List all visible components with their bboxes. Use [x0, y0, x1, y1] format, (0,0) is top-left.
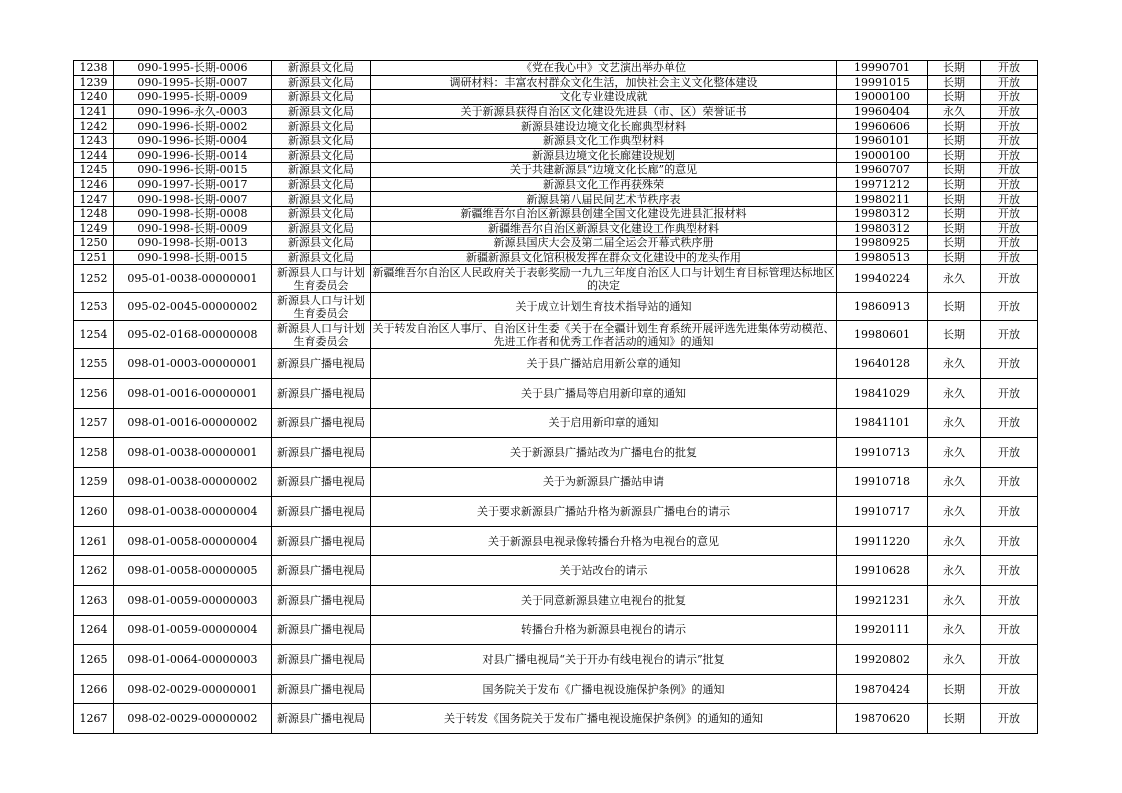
- retention-cell: 长期: [928, 704, 981, 734]
- access-cell: 开放: [981, 704, 1038, 734]
- unit-cell: 新源县广播电视局: [272, 586, 371, 616]
- access-cell: 开放: [981, 221, 1038, 236]
- row-number-cell: 1256: [74, 378, 114, 408]
- unit-cell: 新源县人口与计划生育委员会: [272, 265, 371, 293]
- title-cell: 关于启用新印章的通知: [371, 408, 837, 438]
- retention-cell: 长期: [928, 250, 981, 265]
- date-cell: 19960707: [837, 163, 928, 178]
- retention-cell: 永久: [928, 378, 981, 408]
- date-cell: 19980211: [837, 192, 928, 207]
- table-body: [74, 61, 1038, 734]
- access-cell: 开放: [981, 104, 1038, 119]
- row-number-cell: 1260: [74, 497, 114, 527]
- table-row: [74, 221, 1038, 236]
- retention-cell: 长期: [928, 293, 981, 321]
- table-row: [74, 236, 1038, 251]
- unit-cell: 新源县文化局: [272, 61, 371, 76]
- row-number-cell: 1252: [74, 265, 114, 293]
- unit-cell: 新源县文化局: [272, 90, 371, 105]
- retention-cell: 长期: [928, 133, 981, 148]
- access-cell: 开放: [981, 674, 1038, 704]
- row-number-cell: 1239: [74, 75, 114, 90]
- table-row: [74, 645, 1038, 675]
- unit-cell: 新源县广播电视局: [272, 378, 371, 408]
- access-cell: 开放: [981, 378, 1038, 408]
- title-cell: 关于新源县广播站改为广播电台的批复: [371, 438, 837, 468]
- table-row: [74, 586, 1038, 616]
- row-number-cell: 1241: [74, 104, 114, 119]
- unit-cell: 新源县文化局: [272, 104, 371, 119]
- row-number-cell: 1257: [74, 408, 114, 438]
- unit-cell: 新源县广播电视局: [272, 674, 371, 704]
- date-cell: 19971212: [837, 177, 928, 192]
- title-cell: 《党在我心中》文艺演出举办单位: [371, 61, 837, 76]
- table-row: [74, 206, 1038, 221]
- row-number-cell: 1248: [74, 206, 114, 221]
- date-cell: 19980925: [837, 236, 928, 251]
- date-cell: 19940224: [837, 265, 928, 293]
- unit-cell: 新源县文化局: [272, 177, 371, 192]
- title-cell: 对县广播电视局“关于开办有线电视台的请示”批复: [371, 645, 837, 675]
- title-cell: 关于转发自治区人事厅、自治区计生委《关于在全疆计划生育系统开展评选先进集体劳动模范、先进工作者和优秀工作者活动的通知》的通知: [372, 321, 835, 348]
- archive-code-cell: 090-1996-长期-0015: [114, 163, 272, 178]
- access-cell: 开放: [981, 177, 1038, 192]
- row-number-cell: 1264: [74, 615, 114, 645]
- retention-cell: 永久: [928, 467, 981, 497]
- row-number-cell: 1258: [74, 438, 114, 468]
- access-cell: 开放: [981, 497, 1038, 527]
- access-cell: 开放: [981, 265, 1038, 293]
- unit-cell: 新源县广播电视局: [272, 438, 371, 468]
- row-number-cell: 1238: [74, 61, 114, 76]
- access-cell: 开放: [981, 133, 1038, 148]
- title-cell: 新源县国庆大会及第二届全运会开幕式秩序册: [371, 236, 837, 251]
- unit-cell: 新源县文化局: [272, 250, 371, 265]
- retention-cell: 永久: [928, 438, 981, 468]
- unit-cell: 新源县文化局: [272, 75, 371, 90]
- retention-cell: 永久: [928, 615, 981, 645]
- row-number-cell: 1250: [74, 236, 114, 251]
- table-row: [74, 438, 1038, 468]
- archive-code-cell: 098-01-0058-00000004: [114, 526, 272, 556]
- title-cell: 关于共建新源县“边境文化长廊”的意见: [371, 163, 837, 178]
- row-number-cell: 1242: [74, 119, 114, 134]
- title-cell: 调研材料：丰富农村群众文化生活，加快社会主义文化整体建设: [371, 75, 837, 90]
- retention-cell: 永久: [928, 265, 981, 293]
- retention-cell: 长期: [928, 61, 981, 76]
- table-row: [74, 378, 1038, 408]
- title-cell: 关于县广播站启用新公章的通知: [371, 349, 837, 379]
- unit-cell: 新源县广播电视局: [272, 497, 371, 527]
- date-cell: 19841101: [837, 408, 928, 438]
- table-row: [74, 674, 1038, 704]
- access-cell: 开放: [981, 408, 1038, 438]
- table-row: [74, 615, 1038, 645]
- unit-cell: 新源县人口与计划生育委员会: [272, 293, 371, 321]
- table-row: [74, 119, 1038, 134]
- date-cell: 19841029: [837, 378, 928, 408]
- archive-code-cell: 090-1998-长期-0008: [114, 206, 272, 221]
- title-cell: 新疆维吾尔自治区人民政府关于表彰奖励一九九三年度自治区人口与计划生育目标管理达标地区的决定: [372, 265, 835, 292]
- row-number-cell: 1263: [74, 586, 114, 616]
- title-cell: 关于要求新源县广播站升格为新源县广播电台的请示: [371, 497, 837, 527]
- row-number-cell: 1249: [74, 221, 114, 236]
- table-row: [74, 90, 1038, 105]
- access-cell: 开放: [981, 556, 1038, 586]
- title-cell: 新疆维吾尔自治区新源县创建全国文化建设先进县汇报材料: [371, 206, 837, 221]
- unit-cell: 新源县文化局: [272, 206, 371, 221]
- title-cell: 关于同意新源县建立电视台的批复: [371, 586, 837, 616]
- table-row: [74, 704, 1038, 734]
- archive-code-cell: 098-02-0029-00000001: [114, 674, 272, 704]
- access-cell: 开放: [981, 250, 1038, 265]
- archive-code-cell: 098-01-0059-00000003: [114, 586, 272, 616]
- archive-code-cell: 090-1998-长期-0009: [114, 221, 272, 236]
- access-cell: 开放: [981, 321, 1038, 349]
- row-number-cell: 1244: [74, 148, 114, 163]
- retention-cell: 永久: [928, 497, 981, 527]
- table-row: [74, 265, 1038, 293]
- row-number-cell: 1247: [74, 192, 114, 207]
- row-number-cell: 1254: [74, 321, 114, 349]
- access-cell: 开放: [981, 615, 1038, 645]
- table-row: [74, 556, 1038, 586]
- unit-cell: 新源县文化局: [272, 221, 371, 236]
- archive-code-cell: 090-1997-长期-0017: [114, 177, 272, 192]
- table-row: [74, 408, 1038, 438]
- retention-cell: 永久: [928, 556, 981, 586]
- date-cell: 19980601: [837, 321, 928, 349]
- row-number-cell: 1261: [74, 526, 114, 556]
- archive-code-cell: 090-1998-长期-0007: [114, 192, 272, 207]
- archive-code-cell: 098-01-0038-00000001: [114, 438, 272, 468]
- title-cell: 新源县边境文化长廊建设规划: [371, 148, 837, 163]
- unit-cell: 新源县文化局: [272, 163, 371, 178]
- archive-code-cell: 090-1998-长期-0015: [114, 250, 272, 265]
- archive-code-cell: 090-1995-长期-0006: [114, 61, 272, 76]
- retention-cell: 永久: [928, 408, 981, 438]
- date-cell: 19920111: [837, 615, 928, 645]
- row-number-cell: 1240: [74, 90, 114, 105]
- archive-code-cell: 090-1996-长期-0014: [114, 148, 272, 163]
- date-cell: 19960101: [837, 133, 928, 148]
- date-cell: 19910628: [837, 556, 928, 586]
- date-cell: 19870620: [837, 704, 928, 734]
- archive-code-cell: 098-01-0058-00000005: [114, 556, 272, 586]
- table-row: [74, 192, 1038, 207]
- access-cell: 开放: [981, 148, 1038, 163]
- retention-cell: 长期: [928, 674, 981, 704]
- date-cell: 19960606: [837, 119, 928, 134]
- retention-cell: 长期: [928, 192, 981, 207]
- retention-cell: 长期: [928, 163, 981, 178]
- date-cell: 19640128: [837, 349, 928, 379]
- access-cell: 开放: [981, 293, 1038, 321]
- unit-cell: 新源县文化局: [272, 192, 371, 207]
- access-cell: 开放: [981, 192, 1038, 207]
- archive-code-cell: 090-1996-长期-0004: [114, 133, 272, 148]
- access-cell: 开放: [981, 586, 1038, 616]
- archive-code-cell: 090-1996-长期-0002: [114, 119, 272, 134]
- title-cell: 新疆新源县文化馆积极发挥在群众文化建设中的龙头作用: [371, 250, 837, 265]
- unit-cell: 新源县广播电视局: [272, 615, 371, 645]
- retention-cell: 永久: [928, 349, 981, 379]
- date-cell: 19860913: [837, 293, 928, 321]
- title-cell: 关于站改台的请示: [371, 556, 837, 586]
- title-cell: 新源县第八届民间艺术节秩序表: [371, 192, 837, 207]
- title-cell: 新源县文化工作典型材料: [371, 133, 837, 148]
- archive-code-cell: 090-1998-长期-0013: [114, 236, 272, 251]
- title-cell: 关于转发《国务院关于发布广播电视设施保护条例》的通知的通知: [371, 704, 837, 734]
- title-cell: 关于为新源县广播站申请: [371, 467, 837, 497]
- access-cell: 开放: [981, 163, 1038, 178]
- title-cell: 转播台升格为新源县电视台的请示: [371, 615, 837, 645]
- unit-cell: 新源县广播电视局: [272, 467, 371, 497]
- archive-catalog-table: [73, 60, 1038, 734]
- retention-cell: 长期: [928, 236, 981, 251]
- retention-cell: 长期: [928, 90, 981, 105]
- unit-cell: 新源县广播电视局: [272, 704, 371, 734]
- archive-code-cell: 095-02-0045-00000002: [114, 293, 272, 321]
- title-cell: 关于县广播局等启用新印章的通知: [371, 378, 837, 408]
- table-row: [74, 349, 1038, 379]
- access-cell: 开放: [981, 206, 1038, 221]
- title-cell: 新源县文化工作再获殊荣: [371, 177, 837, 192]
- unit-cell: 新源县文化局: [272, 148, 371, 163]
- retention-cell: 长期: [928, 177, 981, 192]
- date-cell: 19911220: [837, 526, 928, 556]
- row-number-cell: 1259: [74, 467, 114, 497]
- date-cell: 19990701: [837, 61, 928, 76]
- date-cell: 19980312: [837, 221, 928, 236]
- archive-code-cell: 095-01-0038-00000001: [114, 265, 272, 293]
- access-cell: 开放: [981, 119, 1038, 134]
- archive-code-cell: 098-01-0064-00000003: [114, 645, 272, 675]
- archive-code-cell: 090-1995-长期-0009: [114, 90, 272, 105]
- table-row: [74, 321, 1038, 349]
- date-cell: 19000100: [837, 90, 928, 105]
- retention-cell: 永久: [928, 104, 981, 119]
- table-row: [74, 148, 1038, 163]
- access-cell: 开放: [981, 438, 1038, 468]
- row-number-cell: 1253: [74, 293, 114, 321]
- archive-code-cell: 098-01-0016-00000001: [114, 378, 272, 408]
- table-row: [74, 75, 1038, 90]
- access-cell: 开放: [981, 61, 1038, 76]
- title-cell: 关于新源县获得自治区文化建设先进县（市、区）荣誉证书: [371, 104, 837, 119]
- table-row: [74, 163, 1038, 178]
- access-cell: 开放: [981, 526, 1038, 556]
- unit-cell: 新源县广播电视局: [272, 526, 371, 556]
- access-cell: 开放: [981, 236, 1038, 251]
- retention-cell: 长期: [928, 119, 981, 134]
- unit-cell: 新源县广播电视局: [272, 408, 371, 438]
- title-cell: 新疆维吾尔自治区新源县文化建设工作典型材料: [371, 221, 837, 236]
- date-cell: 19910717: [837, 497, 928, 527]
- table-row: [74, 104, 1038, 119]
- row-number-cell: 1265: [74, 645, 114, 675]
- retention-cell: 永久: [928, 586, 981, 616]
- date-cell: 19910713: [837, 438, 928, 468]
- archive-code-cell: 095-02-0168-00000008: [114, 321, 272, 349]
- date-cell: 19000100: [837, 148, 928, 163]
- access-cell: 开放: [981, 90, 1038, 105]
- retention-cell: 永久: [928, 645, 981, 675]
- retention-cell: 长期: [928, 148, 981, 163]
- row-number-cell: 1255: [74, 349, 114, 379]
- row-number-cell: 1245: [74, 163, 114, 178]
- unit-cell: 新源县文化局: [272, 119, 371, 134]
- date-cell: 19991015: [837, 75, 928, 90]
- archive-code-cell: 098-01-0059-00000004: [114, 615, 272, 645]
- access-cell: 开放: [981, 645, 1038, 675]
- retention-cell: 长期: [928, 221, 981, 236]
- title-cell: 关于新源县电视录像转播台升格为电视台的意见: [371, 526, 837, 556]
- title-cell: 国务院关于发布《广播电视设施保护条例》的通知: [371, 674, 837, 704]
- date-cell: 19980312: [837, 206, 928, 221]
- date-cell: 19921231: [837, 586, 928, 616]
- row-number-cell: 1266: [74, 674, 114, 704]
- table-row: [74, 61, 1038, 76]
- table-row: [74, 177, 1038, 192]
- row-number-cell: 1262: [74, 556, 114, 586]
- date-cell: 19980513: [837, 250, 928, 265]
- retention-cell: 长期: [928, 75, 981, 90]
- retention-cell: 永久: [928, 526, 981, 556]
- archive-code-cell: 090-1996-永久-0003: [114, 104, 272, 119]
- archive-code-cell: 090-1995-长期-0007: [114, 75, 272, 90]
- date-cell: 19920802: [837, 645, 928, 675]
- unit-cell: 新源县文化局: [272, 236, 371, 251]
- table-row: [74, 467, 1038, 497]
- title-cell: 文化专业建设成就: [371, 90, 837, 105]
- access-cell: 开放: [981, 75, 1038, 90]
- title-cell: 关于成立计划生育技术指导站的通知: [371, 293, 837, 321]
- archive-code-cell: 098-02-0029-00000002: [114, 704, 272, 734]
- archive-code-cell: 098-01-0038-00000002: [114, 467, 272, 497]
- table-row: [74, 133, 1038, 148]
- date-cell: 19910718: [837, 467, 928, 497]
- table-row: [74, 250, 1038, 265]
- access-cell: 开放: [981, 349, 1038, 379]
- table-row: [74, 526, 1038, 556]
- access-cell: 开放: [981, 467, 1038, 497]
- unit-cell: 新源县广播电视局: [272, 556, 371, 586]
- table-row: [74, 293, 1038, 321]
- row-number-cell: 1251: [74, 250, 114, 265]
- row-number-cell: 1246: [74, 177, 114, 192]
- unit-cell: 新源县人口与计划生育委员会: [272, 321, 371, 349]
- archive-code-cell: 098-01-0003-00000001: [114, 349, 272, 379]
- date-cell: 19870424: [837, 674, 928, 704]
- retention-cell: 长期: [928, 321, 981, 349]
- title-cell: 新源县建设边境文化长廊典型材料: [371, 119, 837, 134]
- row-number-cell: 1267: [74, 704, 114, 734]
- unit-cell: 新源县广播电视局: [272, 645, 371, 675]
- unit-cell: 新源县广播电视局: [272, 349, 371, 379]
- unit-cell: 新源县文化局: [272, 133, 371, 148]
- date-cell: 19960404: [837, 104, 928, 119]
- row-number-cell: 1243: [74, 133, 114, 148]
- archive-code-cell: 098-01-0016-00000002: [114, 408, 272, 438]
- retention-cell: 长期: [928, 206, 981, 221]
- table-row: [74, 497, 1038, 527]
- archive-code-cell: 098-01-0038-00000004: [114, 497, 272, 527]
